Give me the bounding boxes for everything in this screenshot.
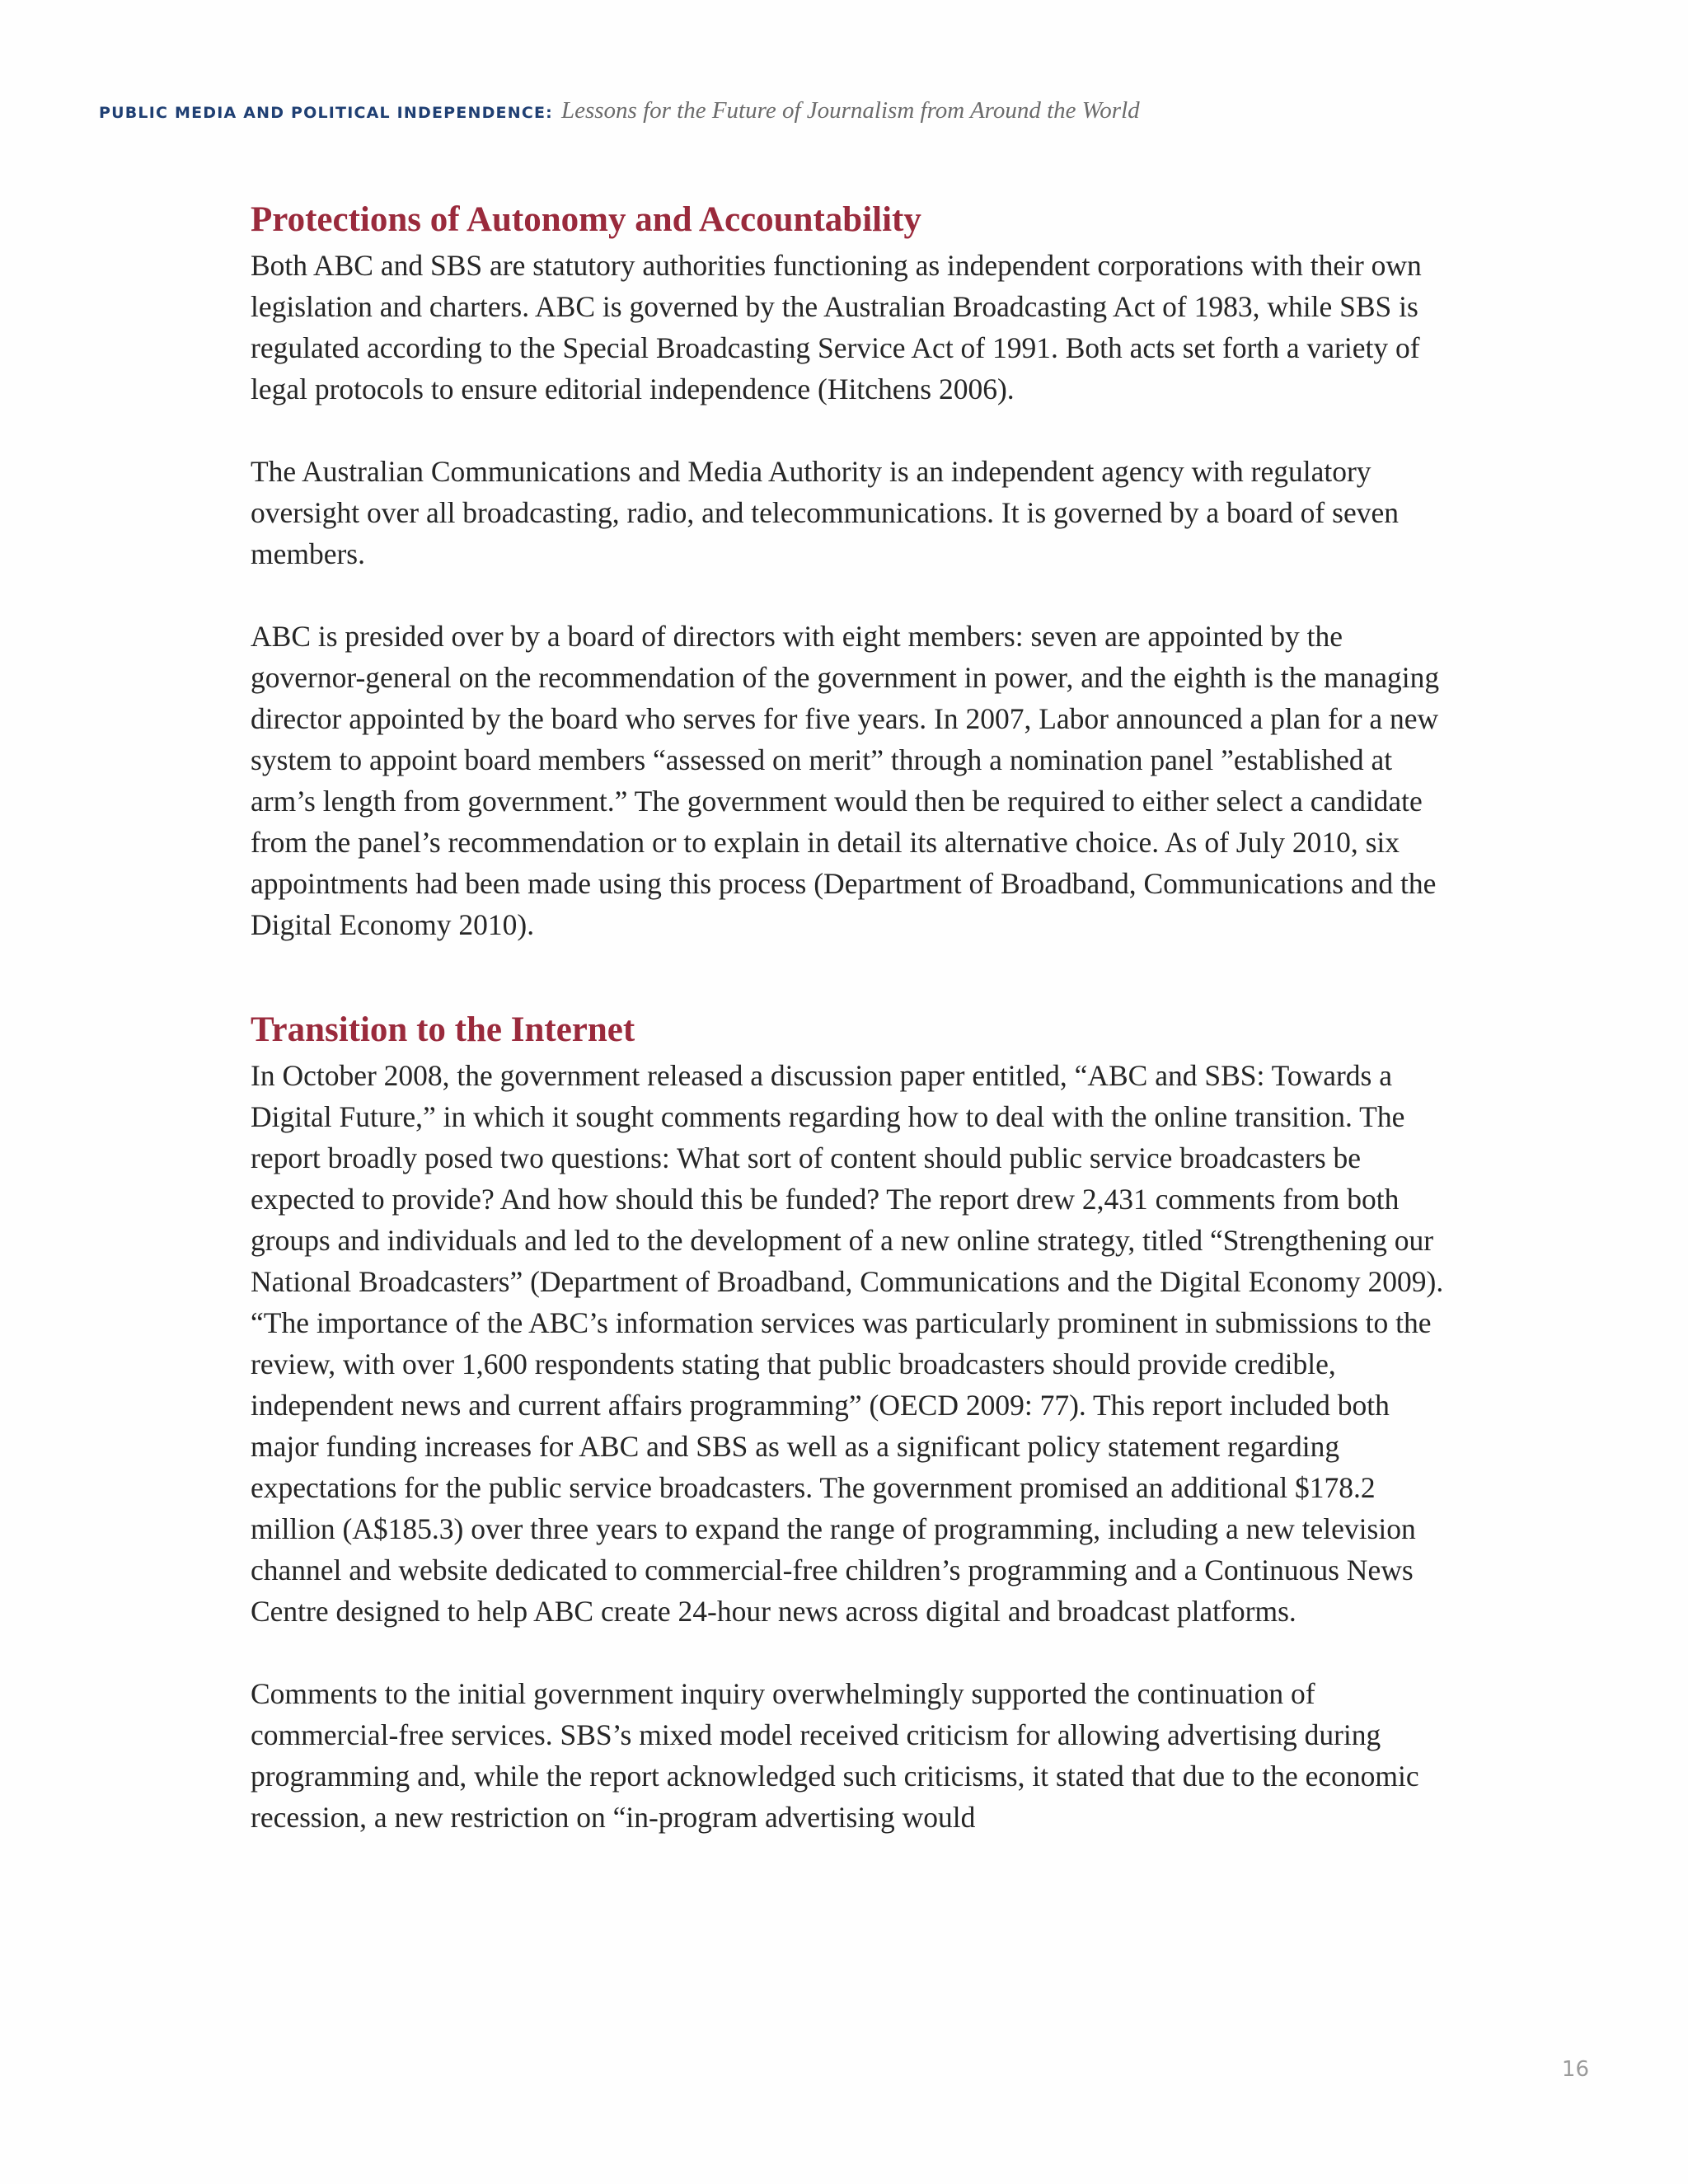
page-content [251,195,1454,1879]
running-header [99,92,1140,133]
section-heading-autonomy: Protections of Autonomy and Accountability [251,200,921,239]
paragraph: In October 2008, the government released a discussion paper entitled, “ABC and SBS: Towards a Digital Future,” in which it sought comments regarding how to deal with the online transition. The report broadly posed two questions: What sort of content should public service broadcasters be expected to provide? And how should this be funded? The report drew 2,431 comments from both groups and individuals and led to the development of a new online strategy, titled “Strengthening our National Broadcasters” (Department of Broadband, Communications and the Digital Economy 2009). “The importance of the ABC’s information services was particularly prominent in submissions to the review, with over 1,600 respondents stating that public broadcasters should provide credible, independent news and current affairs programming” (OECD 2009: 77). This report included both major funding increases for ABC and SBS as well as a significant policy statement regarding expectations for the public service broadcasters. The government promised an additional $178.2 million (A$185.3) over three years to expand the range of programming, including a new television channel and website dedicated to commercial-free children’s programming and a Continuous News Centre designed to help ABC create 24-hour news across digital and broadcast platforms. [251,1059,1444,1628]
paragraph: Comments to the initial government inquiry overwhelmingly supported the continuation of commercial-free services. SBS’s mixed model received criticism for allowing advertising during programming and, while the report acknowledged such criticisms, it stated that due to the economic recession, a new restriction on “in-program advertising would [251,1677,1419,1834]
paragraph: The Australian Communications and Media Authority is an independent agency with regulatory oversight over all broadcasting, radio, and telecommunications. It is governed by a board of seven members. [251,455,1399,570]
header-subtitle: Lessons for the Future of Journalism from Around the World [560,97,1140,124]
paragraph: ABC is presided over by a board of directors with eight members: seven are appointed by the governor-general on the recommendation of the government in power, and the eighth is the managing director appointed by the board who serves for five years. In 2007, Labor announced a plan for a new system to appoint board members “assessed on merit” through a nomination panel ”established at arm’s length from government.” The government would then be required to either select a candidate from the panel’s recommendation or to explain in detail its alternative choice. As of July 2010, six appointments had been made using this process (Department of Broadband, Communications and the Digital Economy 2010). [251,620,1440,941]
spacer [251,987,1454,1005]
page-number: 16 [1561,2057,1589,2082]
header-label: PUBLIC MEDIA AND POLITICAL INDEPENDENCE: [99,104,553,122]
section-heading-internet: Transition to the Internet [251,1010,635,1049]
paragraph: Both ABC and SBS are statutory authorities functioning as independent corporations with their own legislation and charters. ABC is governed by the Australian Broadcasting Act of 1983, while SBS is regulated according to the Special Broadcasting Service Act of 1991. Both acts set forth a variety of legal protocols to ensure editorial independence (Hitchens 2006). [251,249,1422,405]
